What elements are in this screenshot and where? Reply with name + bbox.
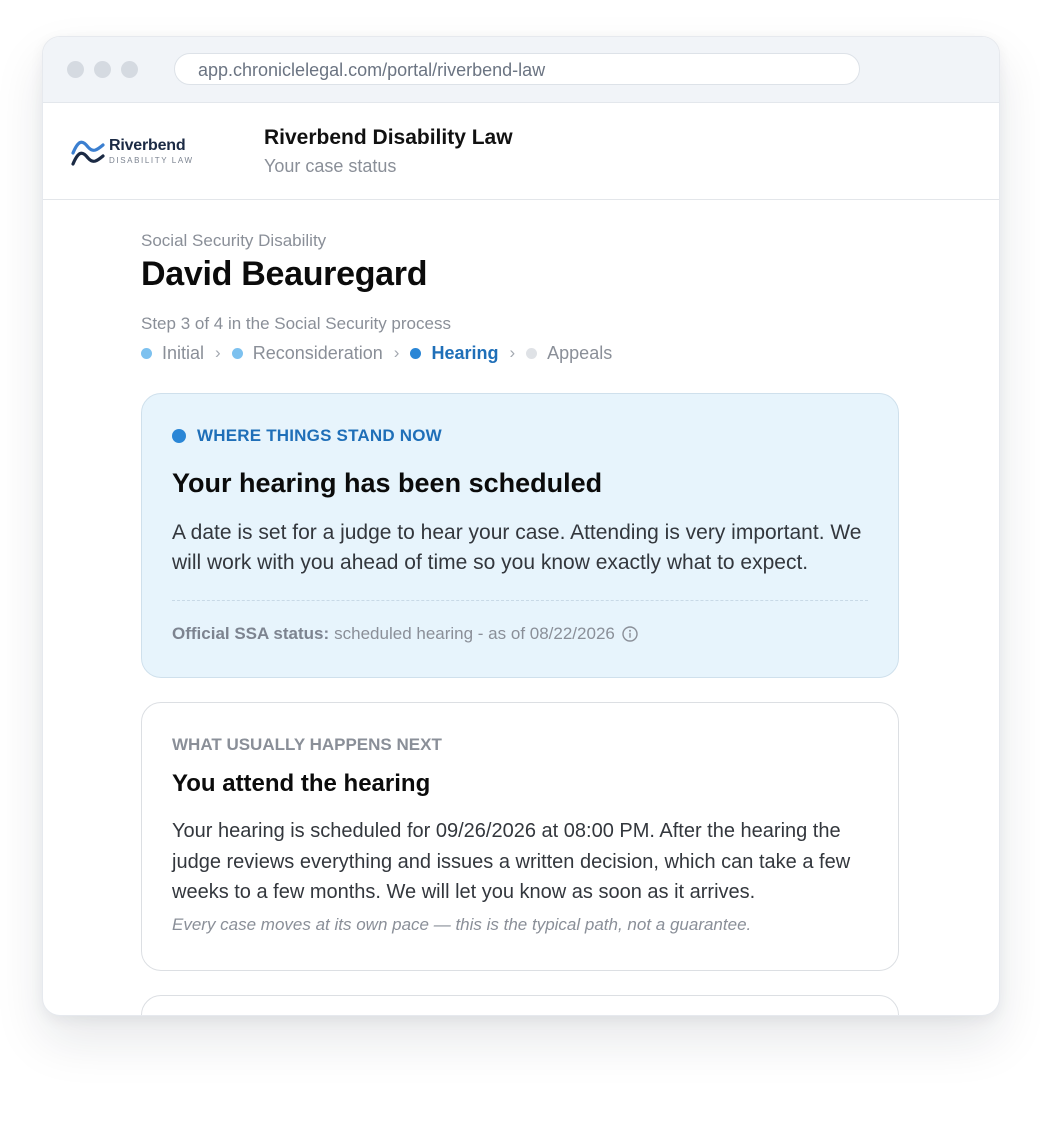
step-hearing [410,343,498,364]
step-label: Reconsideration [252,342,383,363]
next-title: You attend the hearing [172,770,431,797]
ssa-status-value: scheduled hearing - as of 08/22/2026 [334,624,615,643]
firm-name: Riverbend Disability Law [264,126,513,149]
wave-icon [71,137,105,167]
page-subtitle: Your case status [264,156,397,176]
chevron-right-icon: › [393,343,400,362]
additional-card [141,995,899,1016]
status-description: A date is set for a judge to hear your case. Attending is very important. We will work with you ahead of time so you know exactly what to expect. [172,521,862,574]
ssa-status-label: Official SSA status: [172,624,330,643]
step-reconsideration [232,343,383,364]
step-appeals [526,343,612,364]
current-status-card [141,393,899,678]
step-label: Appeals [547,342,613,363]
logo-subtitle: DISABILITY LAW [109,156,194,165]
step-initial [141,343,204,364]
case-type: Social Security Disability [141,231,327,250]
next-steps-card [141,702,899,971]
step-label: Initial [162,342,205,363]
status-title: Your hearing has been scheduled [172,468,603,498]
status-eyebrow-label: WHERE THINGS STAND NOW [197,426,442,445]
app-header [43,103,999,200]
window-minimize-dot[interactable] [94,61,111,78]
step-dot [526,348,537,359]
step-dot [232,348,243,359]
window-close-dot[interactable] [67,61,84,78]
next-disclaimer: Every case moves at its own pace — this is the typical path, not a guarantee. [172,915,752,934]
official-ssa-status [172,624,638,644]
step-dot [141,348,152,359]
chevron-right-icon: › [509,343,516,362]
process-steps [141,341,612,365]
chevron-right-icon: › [215,343,221,362]
step-dot [410,348,421,359]
status-divider [172,600,868,601]
status-dot-icon [172,429,186,443]
step-progress-text: Step 3 of 4 in the Social Security process [141,314,451,333]
address-bar[interactable]: app.chroniclelegal.com/portal/riverbend-law [174,53,860,85]
info-icon[interactable] [622,626,638,642]
window-maximize-dot[interactable] [121,61,138,78]
firm-logo[interactable] [71,137,194,171]
logo-name: Riverbend [109,137,186,154]
browser-window [42,36,1000,1016]
next-description: Your hearing is scheduled for 09/26/2026 at 08:00 PM. After the hearing the judge reviews everything and issues a written decision, which can take a few weeks to a few months. We will let you know as soon as it arrives. [172,820,851,903]
next-eyebrow: WHAT USUALLY HAPPENS NEXT [172,735,442,754]
client-name: David Beauregard [141,255,428,293]
status-eyebrow [172,426,442,446]
step-label: Hearing [431,342,499,363]
browser-chrome [43,37,999,103]
